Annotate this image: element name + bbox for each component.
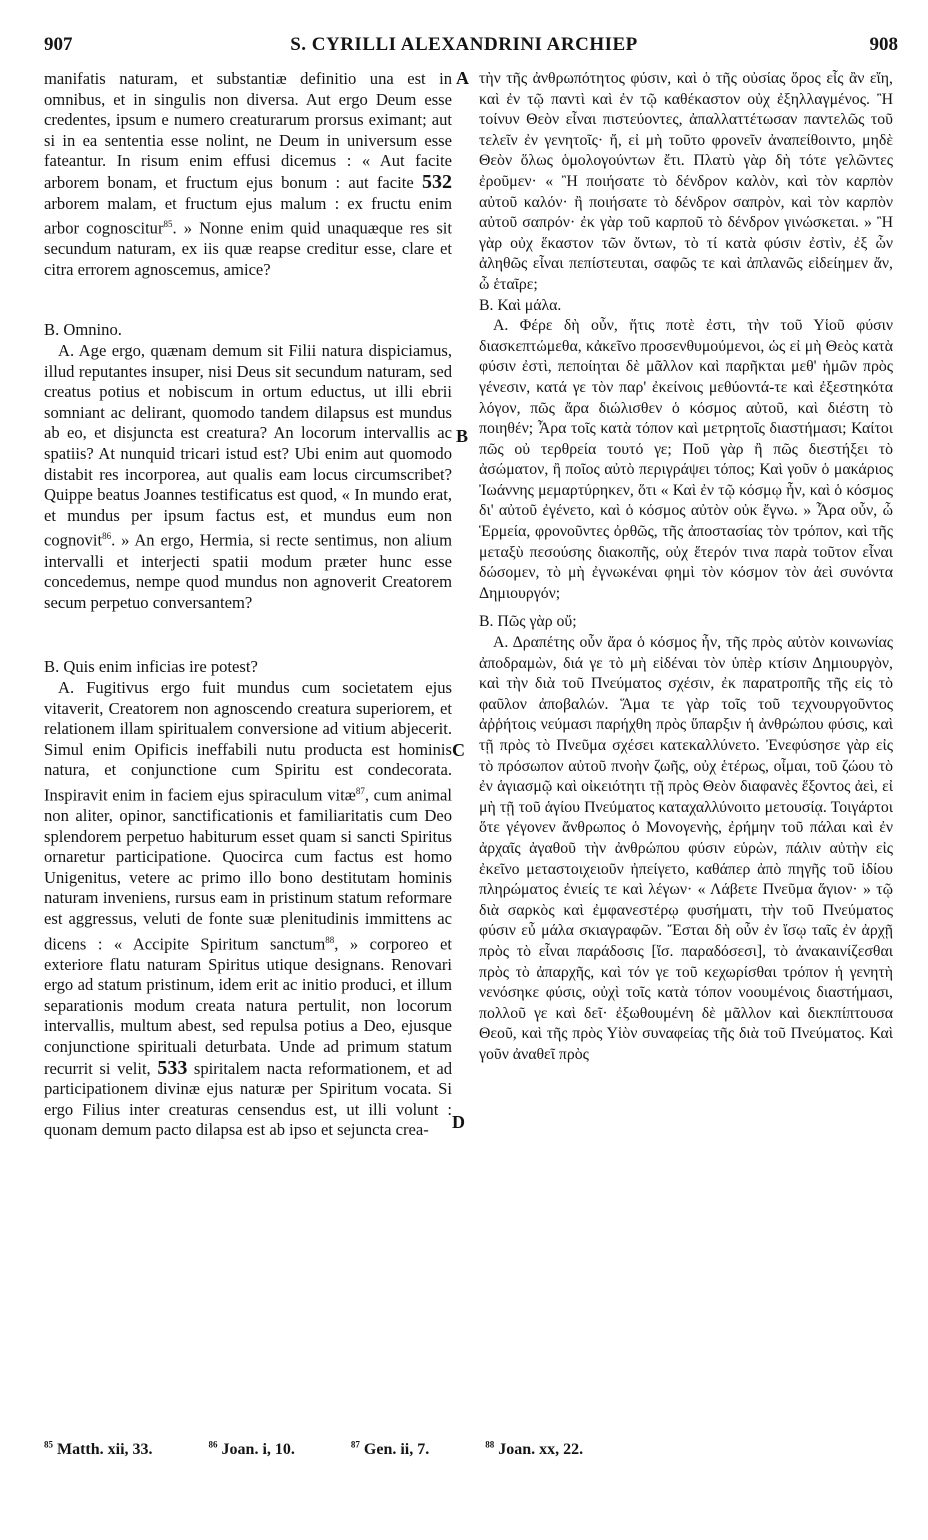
footnote-ref: 85 [163,219,173,230]
footnote: $^{87}$ Gen. ii, 7. [350,1440,430,1459]
greek-paragraph-1: τὴν τῆς ἀνθρωπότητος φύσιν, καὶ ὁ τῆς οὐσίας ὅρος εἷς ἂν εἴη, καὶ ἐν τῷ παντὶ καὶ ἐν τῷ καθέκαστον οὐχ ἐξηλλαγμένος. Ἢ τοίνυν Θεὸν εἶναι πιστεύοντες, ἀπαλλαττέτωσαν παντελῶς τοῦ τελεῖν ἐν γενητοῖς· ἤ, εἰ μὴ τοῦτο φρονεῖν ἀναπείθοιντο, μηδὲ Θεὸν ὅλως ὁμολογούντων ἔτι. Πλατὺ γὰρ δὴ τότε γελῶντες ἐροῦμεν· « Ἢ ποιήσατε τὸ δένδρον καλὸν, καὶ τὸν καρπὸν αὐτοῦ καλόν· ἢ ποιήσατε τὸ δένδρον σαπρὸν, καὶ τὸν καρπὸν αὐτοῦ σαπρόν· ἐκ γὰρ τοῦ καρποῦ τὸ δένδρον γινώσκεται. » Ἢ γὰρ οὐχ ἕκαστον τῶν ὄντων, τὸ τί κατὰ φύσιν ἐστὶν, ἐξ ὧν ἀληθῶς εἶναι πεπίστευται, σαφῶς τε καὶ ἀπλανῶς εἰδείημεν ἄν, ὦ ἑταῖρε; [479,70,893,293]
running-title: S. CYRILLI ALEXANDRINI ARCHIEP [290,34,638,55]
section-number-532: 532 [422,170,452,193]
footnote-ref: 86 [102,531,112,542]
latin-text: manifatis naturam, et substantiæ definitio una est in omnibus, et in singulis non diversa. Aut ergo Deum esse credentes, ipsum e numero creaturarum prorsus eximant; aut si in ea sententia esse nolint, ne Deum in universum esse fateantur. In risum enim effusi dicemus : « Aut facite arborem bonam, et fructum ejus bonum : aut facite [44,69,452,192]
spacer [44,613,452,657]
footnote: $^{85}$ Matth. xii, 33. [44,1440,153,1459]
footnote-ref: 88 [325,934,335,945]
latin-reply-b-2: B. Quis enim inficias ire potest? [44,657,258,677]
latin-reply-b: B. Omnino. [44,320,122,340]
section-number-533: 533 [157,1056,188,1079]
margin-marker-a: A [456,68,469,88]
margin-marker-b: B [456,426,469,446]
running-header [0,34,928,60]
footnotes [44,1440,904,1459]
page-number-left: 907 [44,34,73,55]
greek-reply-b-2: Β. Πῶς γὰρ οὔ; [479,613,577,631]
latin-paragraph-2 [44,341,452,613]
greek-column [479,69,893,1066]
latin-text: spiritalem nacta reformationem, et ad participationem divinæ ejus naturæ per Spiritum vocata. Si ergo Filius inter creaturas censendus est, ut illi volunt : quonam demum pacto dilapsa est ab ipso et sejuncta crea- [44,1058,452,1140]
footnote-ref: 87 [355,785,365,796]
page-number-right: 908 [869,34,898,55]
footnote: $^{86}$ Joan. i, 10. [208,1440,295,1459]
latin-column [44,69,452,1141]
latin-text: arborem malam, et fructum ejus malum : ex fructu enim arbor cognoscitur [44,193,452,238]
latin-text: A. Age ergo, quænam demum sit Filii natura dispiciamus, illud reputantes insuper, nisi Deus sit secundum naturam, sed creatus potius et nobiscum in ortum eductus, ut illi ebrii somniant ac delirant, quomodo tandem dilapsus est mundus ab eo, et disjuncta est creatura? An locorum intervallis ac spatiis? At nunquid tricari istud est? Ubi enim aut quomodo distabit res incorporea, aut qualis eam locus circumscribet? Quippe beatus Joannes testificatus est quod, « In mundo erat, et mundus per ipsum factus est, et mundus eum non cognovit [44,341,452,550]
latin-text: . » An ergo, Hermia, si recte sentimus, non alium intervalli et interjecti spatii modum præter hunc esse concedemus, nempe quod mundus non agnoverit Creatorem secum perpetuo conversantem? [44,530,452,612]
greek-paragraph-2: Α. Φέρε δὴ οὖν, ἥτις ποτὲ ἐστι, τὴν τοῦ Υἱοῦ φύσιν διασκεπτώμεθα, κἀκεῖνο προσενθυμούμενοι, ὡς εἰ μὴ Θεὸς κατὰ φύσιν ἐστὶ, πεποίηται δὲ μᾶλλον καὶ παρῆκται μεθ' ἡμῶν πρὸς γένεσιν, κατά γε τὸν παρ' ἐκείνοις μεθύοντά-τε καὶ ἐξεστηκότα λόγον, πῶς ἄρα διώλισθεν ὁ κόσμος αὐτοῦ, καὶ διέστη τὸ ποιηθέν; Ἆρα τοῖς κατὰ τόπον καὶ μετρητοῖς διαστήμασι; Καίτοι πῶς οὐ τερθρεία τουτό γε; Ποῦ γὰρ ἢ πῶς διεστήξει τὸ ἀσώματον, ἢ ποῖος αὐτὸ περιγράψει τόπος; Καὶ γοῦν ὁ μακάριος Ἰωάννης μεμαρτύρηκεν, ὅτι « Καὶ ἐν τῷ κόσμῳ ἦν, καὶ ὁ κόσμος δι' αὐτοῦ ἐγένετο, καὶ ὁ κόσμος αὐτὸν οὐκ ἔγνω. » Ἆρα οὖν, ὦ Ἑρμεία, φρονοῦντες ὀρθῶς, τῆς ἀποστασίας τὸν τρόπον, καὶ τῆς μεταξὺ πεσούσης διακοπῆς, οὐχ ἕτερόν τινα παρὰ τοῦτον εἶναι δώσομεν, τὸ μὴ ἐγνωκέναι φημὶ τὸν κόσμον τὸν ἀεὶ συνόντα Δημιουργόν; [479,317,893,602]
spacer [44,280,452,320]
margin-marker-c: C [452,740,465,760]
latin-paragraph-1 [44,69,452,280]
margin-marker-d: D [452,1112,465,1132]
latin-text: , cum animal non aliter, opinor, sanctificationis et familiaritatis cum Deo splendorem perpetuo habiturum esset quam si sancti Spiritus ornaretur participatione. Quocirca cum factus est homo Unigenitus, vetere ac primo illo bono destitutam hominis naturam inveniens, rursus eam in pristinum statum reformare est aggressus, veluti de fonte suæ plenitudinis immittens ac dicens : « Accipite Spiritum sanctum [44,785,452,954]
latin-text: , » corporeo et exteriore flatu naturam Spiritus utique designans. Renovari ergo ad statum pristinum, idem erit ac initio produci, et illum separationis modum creata natura pertulit, non locorum intervallis, multum abest, sed repulsa potius a Deo, ejusque conjunctione spirituali deturbata. Unde ad primum statum recurrit si velit, [44,934,452,1078]
greek-reply-b: Β. Καὶ μάλα. [479,296,562,314]
latin-text: . » Nonne enim quid unaquæque res sit secundum naturam, ex iis quæ reapse creditur esse, clare et citra errorem agnoscemus, amice? [44,218,453,279]
footnote: $^{88}$ Joan. xx, 22. [485,1440,584,1459]
spacer [479,604,893,612]
latin-paragraph-3 [44,678,452,1141]
latin-text: A. Fugitivus ergo fuit mundus cum societatem ejus vitaverit, Creatorem non agnoscendo creatura superiorem, et relationem illam spiritualem conversione ad vitium abjecerit. Simul enim Opificis ineffabili nutu producta est hominis natura, et conjunctione cum Spiritu est condecorata. Inspiravit enim in faciem ejus spiraculum vitæ [44,677,452,805]
greek-paragraph-3: Α. Δραπέτης οὖν ἄρα ὁ κόσμος ἦν, τῆς πρὸς αὐτὸν κοινωνίας ἀποδραμὼν, διά γε τὸ μὴ εἰδέναι τὸν ὑπὲρ κτίσιν Δημιουργὸν, καὶ τὴν διὰ τοῦ Πνεύματος σχέσιν, ἐκ παρατροπῆς τῆς εἰς τὸ φαῦλον ἀποβαλών. Ἅμα τε γὰρ τοῖς τοῦ τεχνουργοῦντος ἀῤῥήτοις νεύμασι παρήχθη πρὸς ὕπαρξιν ἡ ἀνθρώπου φύσις, καὶ τῇ πρὸς τὸ Πνεῦμα σχέσει κατεκαλλύνετο. Ἐνεφύσησε γὰρ εἰς τὸ πρόσωπον αὐτοῦ πνοὴν ζωῆς, οὐχ ἑτέρως, οἶμαι, τοῦ ζώου τὸ ἐν ἁγιασμῷ καὶ οἰκειότητι τῇ πρὸς Θεὸν διαφανὲς ἕξοντος ἀεὶ, εἰ μὴ τῇ τοῦ ἁγίου Πνεύματος καταχαλλύνοιτο μετουσίᾳ. Τοιγάρτοι ὅτε γέγονεν ἄνθρωπος ὁ Μονογενὴς, ἐρήμην τοῦ πάλαι καὶ ἐν ἀρχαῖς ἀγαθοῦ τὴν ἀνθρώπου φύσιν εὑρὼν, πάλιν αὐτὴν εἰς ἐκεῖνο μεταστοιχειοῦν ἠπείγετο, καθάπερ ἀπὸ πηγῆς τοῦ ἰδίου πληρώματος ἐνιείς τε καὶ λέγων· « Λάβετε Πνεῦμα ἅγιον· » τῷ διὰ σαρκὸς καὶ ἐμφανεστέρῳ φυσήματι, τὴν τοῦ Πνεύματος φύσιν εὖ μάλα σκιαγραφῶν. Ἔσται δὴ οὖν ἐν ἴσῳ ταῖς ἐν ἀρχῇ πρὸς τὸ εἶναι παράδοσις [ἴσ. παραδόσεσι], τὸ ἀνακαινίζεσθαι πρὸς τὸ ἀπαρχῆς, καὶ τόν γε τοῦ κεχωρίσθαι τρόπον ἡ γενητὴ νενόσηκε φύσις, οὐχὶ τοῖς κατὰ τόπον νοουμένοις διαστήμασι, πολλοῦ γε καὶ δεῖ· ἐξωθουμένη δὲ μᾶλλον καὶ διεκπίπτουσα Θεοῦ, καὶ τῆς πρὸς Υἱὸν συναφείας τῆς διὰ τοῦ Πνεύματος. Καὶ γοῦν ἀναθεῖ πρὸς [479,634,893,1063]
